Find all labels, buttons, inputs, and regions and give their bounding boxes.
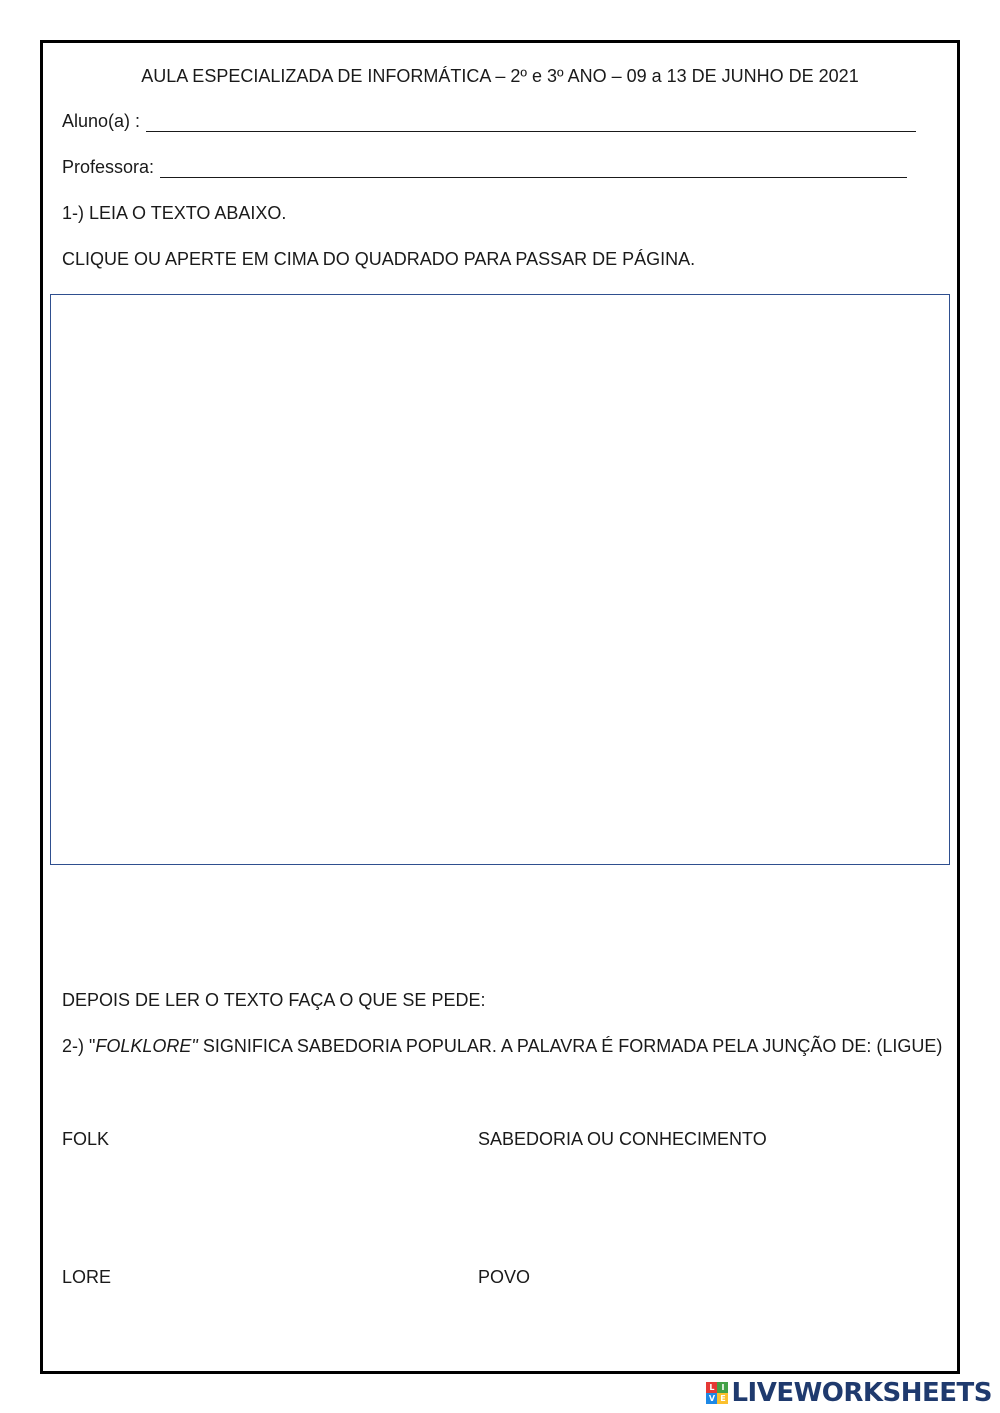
- logo-badge-letter: L: [706, 1382, 717, 1393]
- student-name-field[interactable]: [146, 114, 916, 132]
- logo-text: LIVEWORKSHEETS: [731, 1378, 992, 1408]
- logo-badge-letter: E: [717, 1393, 728, 1404]
- worksheet-page: [40, 40, 960, 1374]
- student-name-row: [62, 110, 916, 132]
- teacher-name-label: Professora:: [62, 157, 155, 177]
- student-name-label: Aluno(a) :: [62, 111, 141, 131]
- page-title: AULA ESPECIALIZADA DE INFORMÁTICA – 2º e 3º ANO – 09 a 13 DE JUNHO DE 2021: [141, 66, 859, 86]
- teacher-name-field[interactable]: [160, 160, 907, 178]
- logo-badge-letter: I: [717, 1382, 728, 1393]
- question-2-prefix: 2-) ": [62, 1036, 96, 1056]
- logo-badge-icon: [706, 1382, 728, 1404]
- match-left-item[interactable]: LORE: [62, 1267, 112, 1287]
- logo-badge-letter: V: [706, 1393, 717, 1404]
- reading-text-viewer[interactable]: [50, 294, 950, 865]
- after-reading-text: DEPOIS DE LER O TEXTO FAÇA O QUE SE PEDE:: [62, 990, 486, 1010]
- question-1-text: 1-) LEIA O TEXTO ABAIXO.: [62, 203, 287, 223]
- question-2-word: FOLKLORE": [95, 1036, 198, 1056]
- match-left-item[interactable]: FOLK: [62, 1129, 110, 1149]
- match-right-item[interactable]: SABEDORIA OU CONHECIMENTO: [478, 1129, 767, 1149]
- teacher-name-row: [62, 156, 907, 178]
- match-right-item[interactable]: POVO: [478, 1267, 531, 1287]
- question-2-text: [62, 1035, 947, 1057]
- question-2-rest: SIGNIFICA SABEDORIA POPULAR. A PALAVRA É FORMADA PELA JUNÇÃO DE: (LIGUE): [197, 1036, 943, 1056]
- liveworksheets-logo: [706, 1378, 992, 1408]
- click-hint-text: CLIQUE OU APERTE EM CIMA DO QUADRADO PARA PASSAR DE PÁGINA.: [62, 249, 696, 269]
